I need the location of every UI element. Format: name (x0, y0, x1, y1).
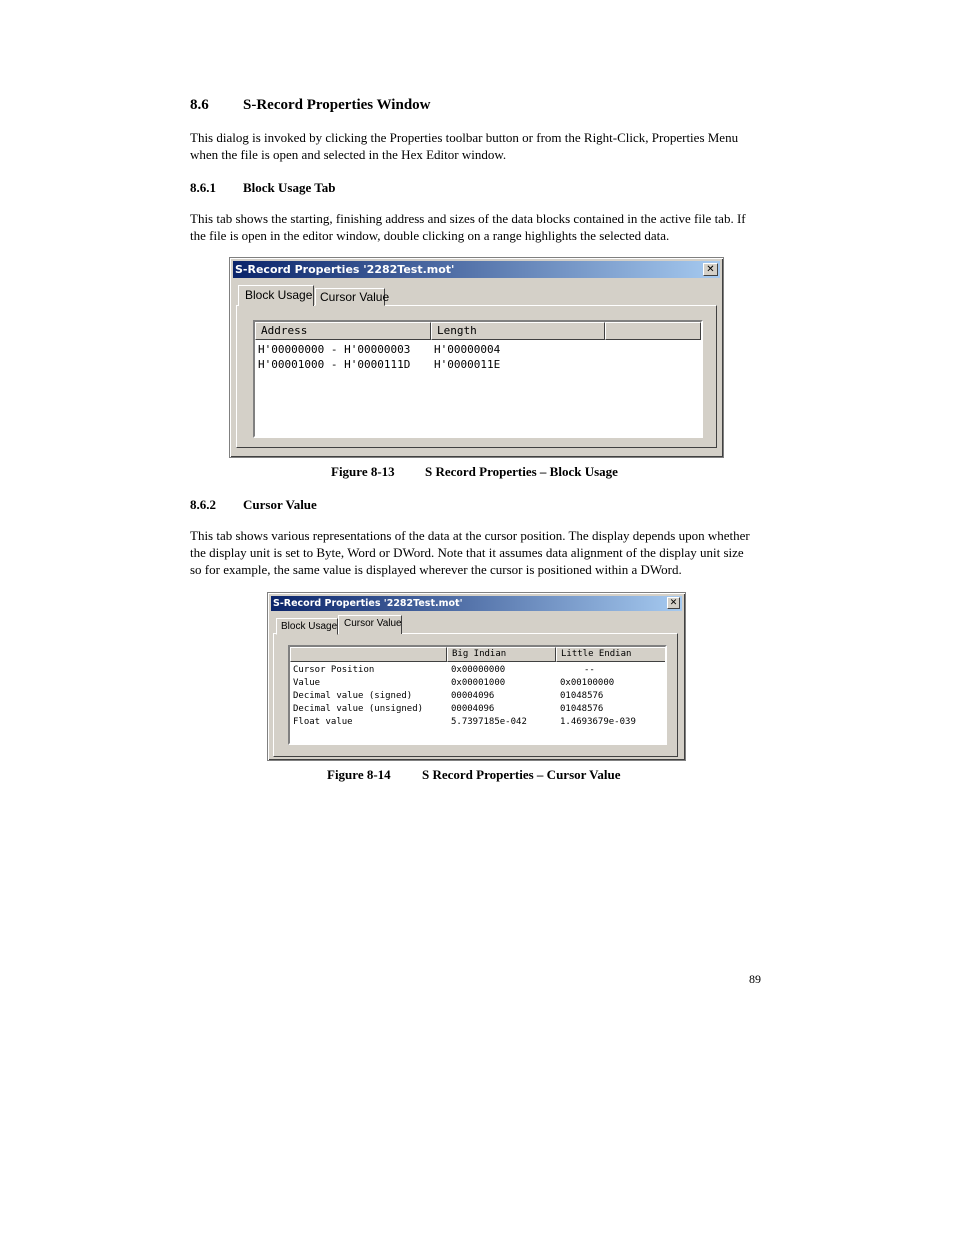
table-row-1-length[interactable]: H'00000004 (434, 343, 501, 356)
subsection-heading-cursor-value (190, 497, 317, 513)
figure-number: Figure 8-14 (327, 767, 391, 782)
table-row-little: 0x00100000 (560, 678, 615, 688)
text-line: when the file is open and selected in the Hex Editor window. (190, 147, 507, 162)
column-header-address[interactable] (255, 322, 431, 340)
header-label: Little Endian (561, 649, 632, 659)
subsection-number: 8.6.2 (190, 497, 216, 512)
table-row-2-address[interactable]: H'00001000 - H'0000111D (258, 358, 411, 371)
block-list[interactable] (253, 320, 703, 438)
block-usage-paragraph (190, 210, 746, 244)
text-line: the file is open in the editor window, double clicking on a range highlights the selected data. (190, 228, 670, 243)
table-row-label: Cursor Position (293, 665, 375, 675)
table-row-label: Value (293, 678, 321, 688)
table-row-label: Float value (293, 717, 353, 727)
figure-caption-1 (331, 464, 618, 480)
column-header-big-indian[interactable] (447, 647, 556, 662)
dialog-title: S-Record Properties '2282Test.mot' (235, 263, 455, 276)
section-heading (190, 97, 431, 114)
cursor-value-list[interactable] (288, 645, 667, 745)
table-row-label: Decimal value (unsigned) (293, 704, 424, 714)
header-label: Length (437, 324, 477, 337)
text-line: so for example, the same value is displayed wherever the cursor is positioned within a DWord. (190, 562, 682, 577)
column-header-little-endian[interactable] (556, 647, 666, 662)
tab-label: Block Usage (281, 621, 338, 632)
subsection-title: Cursor Value (243, 497, 317, 512)
close-icon: ✕ (669, 598, 678, 608)
table-row-big: 0x00000000 (451, 665, 506, 675)
section-number: 8.6 (190, 97, 209, 113)
column-header-length[interactable] (431, 322, 605, 340)
page-number: 89 (749, 972, 761, 986)
figure-number: Figure 8-13 (331, 464, 395, 479)
block-usage-dialog (229, 257, 724, 458)
section-title: S-Record Properties Window (243, 97, 431, 113)
cursor-value-dialog (267, 592, 686, 761)
header-label: Big Indian (452, 649, 507, 659)
close-button[interactable] (667, 597, 680, 609)
table-row-big: 0x00001000 (451, 678, 506, 688)
text-line: This tab shows the starting, finishing address and sizes of the data blocks contained in the active file tab. If (190, 211, 746, 226)
figure-caption-text: S Record Properties – Block Usage (425, 464, 618, 479)
tab-label: Cursor Value (344, 618, 402, 629)
text-line: the display unit is set to Byte, Word or DWord. Note that it assumes data alignment of the display unit size (190, 545, 744, 560)
tab-cursor-value[interactable] (338, 615, 402, 634)
table-row-little: 01048576 (560, 704, 604, 714)
text-line: This tab shows various representations of the data at the cursor position. The display depends upon whether (190, 528, 750, 543)
table-row-big: 00004096 (451, 704, 495, 714)
close-button[interactable] (703, 263, 718, 276)
table-row-little: 1.4693679e-039 (560, 717, 636, 727)
tab-cursor-value[interactable] (315, 288, 390, 306)
subsection-title: Block Usage Tab (243, 180, 336, 195)
text-line: This dialog is invoked by clicking the Properties toolbar button or from the Right-Click, Properties Menu (190, 130, 739, 145)
column-header-empty[interactable] (290, 647, 447, 662)
figure-caption-2 (327, 767, 621, 783)
tab-block-usage[interactable] (276, 618, 338, 635)
intro-paragraph (190, 129, 738, 163)
table-row-big: 5.7397185e-042 (451, 717, 527, 727)
table-row-label: Decimal value (signed) (293, 691, 413, 701)
dialog-titlebar (271, 596, 682, 611)
tab-label: Block Usage (245, 288, 313, 302)
table-row-big: 00004096 (451, 691, 495, 701)
dialog-title: S-Record Properties '2282Test.mot' (273, 598, 463, 609)
dialog-titlebar (233, 261, 720, 278)
subsection-heading-block-usage (190, 180, 336, 196)
column-header-empty[interactable] (605, 322, 701, 340)
tab-block-usage[interactable] (238, 285, 314, 306)
header-label: Address (261, 324, 308, 337)
figure-caption-text: S Record Properties – Cursor Value (422, 767, 621, 782)
close-icon: ✕ (706, 264, 715, 275)
cursor-value-paragraph (190, 527, 750, 578)
table-row-2-length[interactable]: H'0000011E (434, 358, 501, 371)
table-row-1-address[interactable]: H'00000000 - H'00000003 (258, 343, 411, 356)
table-row-little: -- (584, 665, 595, 675)
tab-label: Cursor Value (320, 290, 390, 304)
table-row-little: 01048576 (560, 691, 604, 701)
subsection-number: 8.6.1 (190, 180, 216, 195)
